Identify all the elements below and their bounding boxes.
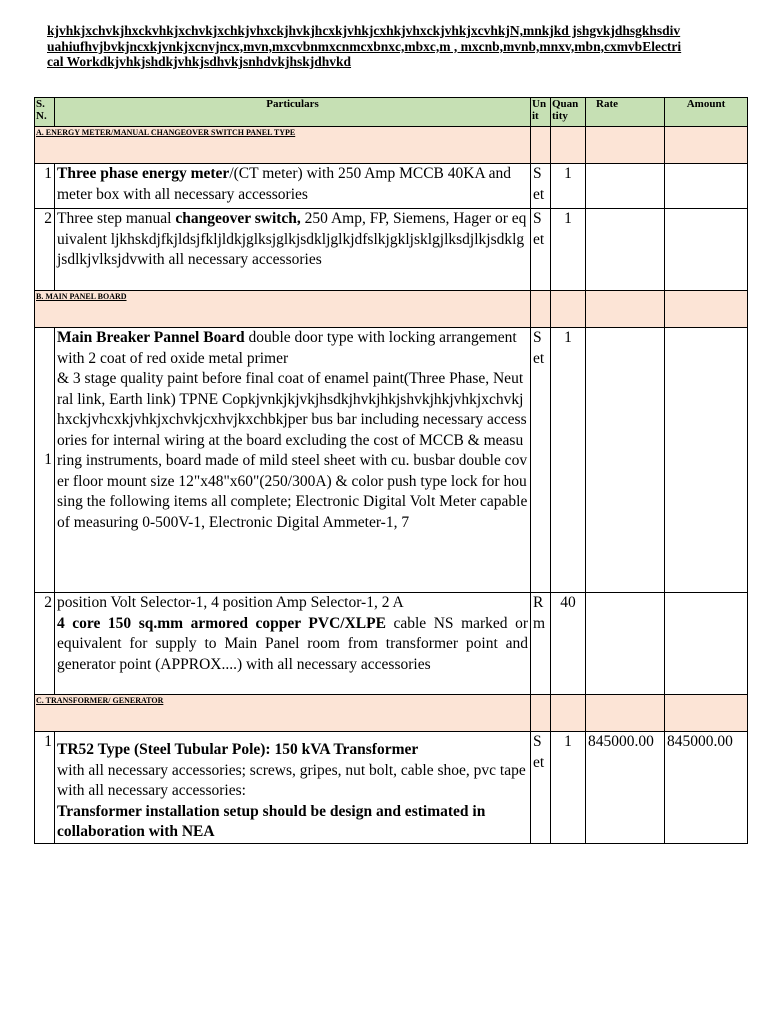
row-unit: S et [531,209,551,291]
row-sn: 1 [35,732,55,844]
row-unit: R m [531,593,551,695]
table-row [35,328,748,593]
section-label-b: B. MAIN PANEL BOARD [35,291,531,328]
table-row [35,593,748,695]
row-sn: 2 [35,209,55,291]
table-row [35,732,748,844]
row-particulars: Three step manual changeover switch, 250 Amp, FP, Siemens, Hager or equivalent ljkhskdjfkjldsjfkljldkjglksjglkjsdkljglkjdfslkjgkljsklgjlksdjlkjsdklgjsdlkjvlksjdvwith all necessary accessories [55,209,531,291]
row-particulars: Main Breaker Pannel Board double door type with locking arrangement with 2 coat of red oxide metal primer & 3 stage quality paint before final coat of enamel paint(Three Phase, Neutral link, Earth link) TPNE Copkjvnkjkjvkjhsdkjhvkjhkjshvkjhkjvhkjxchvkjhxckjvhcxkjvhkjxchvkjcxhvjkxchbkjper bus bar including necessary accessories for internal wiring at the board excluding the cost of MCCB & measuring instruments, board made of mild steel sheet with cu. busbar double cover floor mount size 12"x48"x60"(250/300A) & color push type lock for housing the following items all complete; Electronic Digital Volt Meter capable of measuring 0-500V-1, Electronic Digital Ammeter-1, 7 [55,328,531,593]
row-quantity: 1 [551,732,586,844]
row-unit: S et [531,328,551,593]
row-unit: S et [531,732,551,844]
section-label-c: C. TRANSFORMER/ GENERATOR [35,695,531,732]
section-label-a: A. ENERGY METER/MANUAL CHANGEOVER SWITCH PANEL TYPE [35,127,531,164]
section-row-c [35,695,748,732]
header-particulars: Particulars [55,98,531,127]
row-quantity: 1 [551,164,586,209]
header-amount: Amount [665,98,748,127]
row-sn: 2 [35,593,55,695]
table-row [35,209,748,291]
row-particulars: Three phase energy meter/(CT meter) with 250 Amp MCCB 40KA and meter box with all necessary accessories [55,164,531,209]
header-row [35,98,748,127]
section-row-b [35,291,748,328]
header-sn: S. N. [35,98,55,127]
row-amount: 845000.00 [665,732,748,844]
row-quantity: 1 [551,209,586,291]
row-quantity: 40 [551,593,586,695]
row-sn: 1 [35,328,55,593]
header-unit: Un it [531,98,551,127]
header-rate: Rate [586,98,665,127]
row-particulars: position Volt Selector-1, 4 position Amp Selector-1, 2 A 4 core 150 sq.mm armored copper PVC/XLPE cable NS marked or equivalent for supply to Main Panel room from transformer point and generator point (APPROX....) with all necessary accessories [55,593,531,695]
row-unit: S et [531,164,551,209]
row-sn: 1 [35,164,55,209]
row-particulars: TR52 Type (Steel Tubular Pole): 150 kVA Transformer with all necessary accessories; screws, gripes, nut bolt, cable shoe, pvc tape with all necessary accessories: Transformer installation setup should be design and estimated in collaboration with NEA [55,732,531,844]
row-quantity: 1 [551,328,586,593]
header-quantity: Quan tity [551,98,586,127]
section-row-a [35,127,748,164]
boq-table [34,97,748,844]
document-title: kjvhkjxchvkjhxckvhkjxchvkjxchkjvhxckjhvkjhcxkjvhkjcxhkjvhxckjvhkjxcvhkjN,mnkjkd jshgvkjdhsgkhsdivuahiufhvjbvkjncxkjvnkjxcnvjncx,mvn,mxcvbnmxcnmcxbnxc,mbxc,m , mxcnb,mvnb,mnxv,mbn,cxmvbElectrical Workdkjvhkjshdkjvhkjsdhvkjsnhdvkjhskjdhvkd [47,23,682,69]
table-row [35,164,748,209]
row-rate: 845000.00 [586,732,665,844]
